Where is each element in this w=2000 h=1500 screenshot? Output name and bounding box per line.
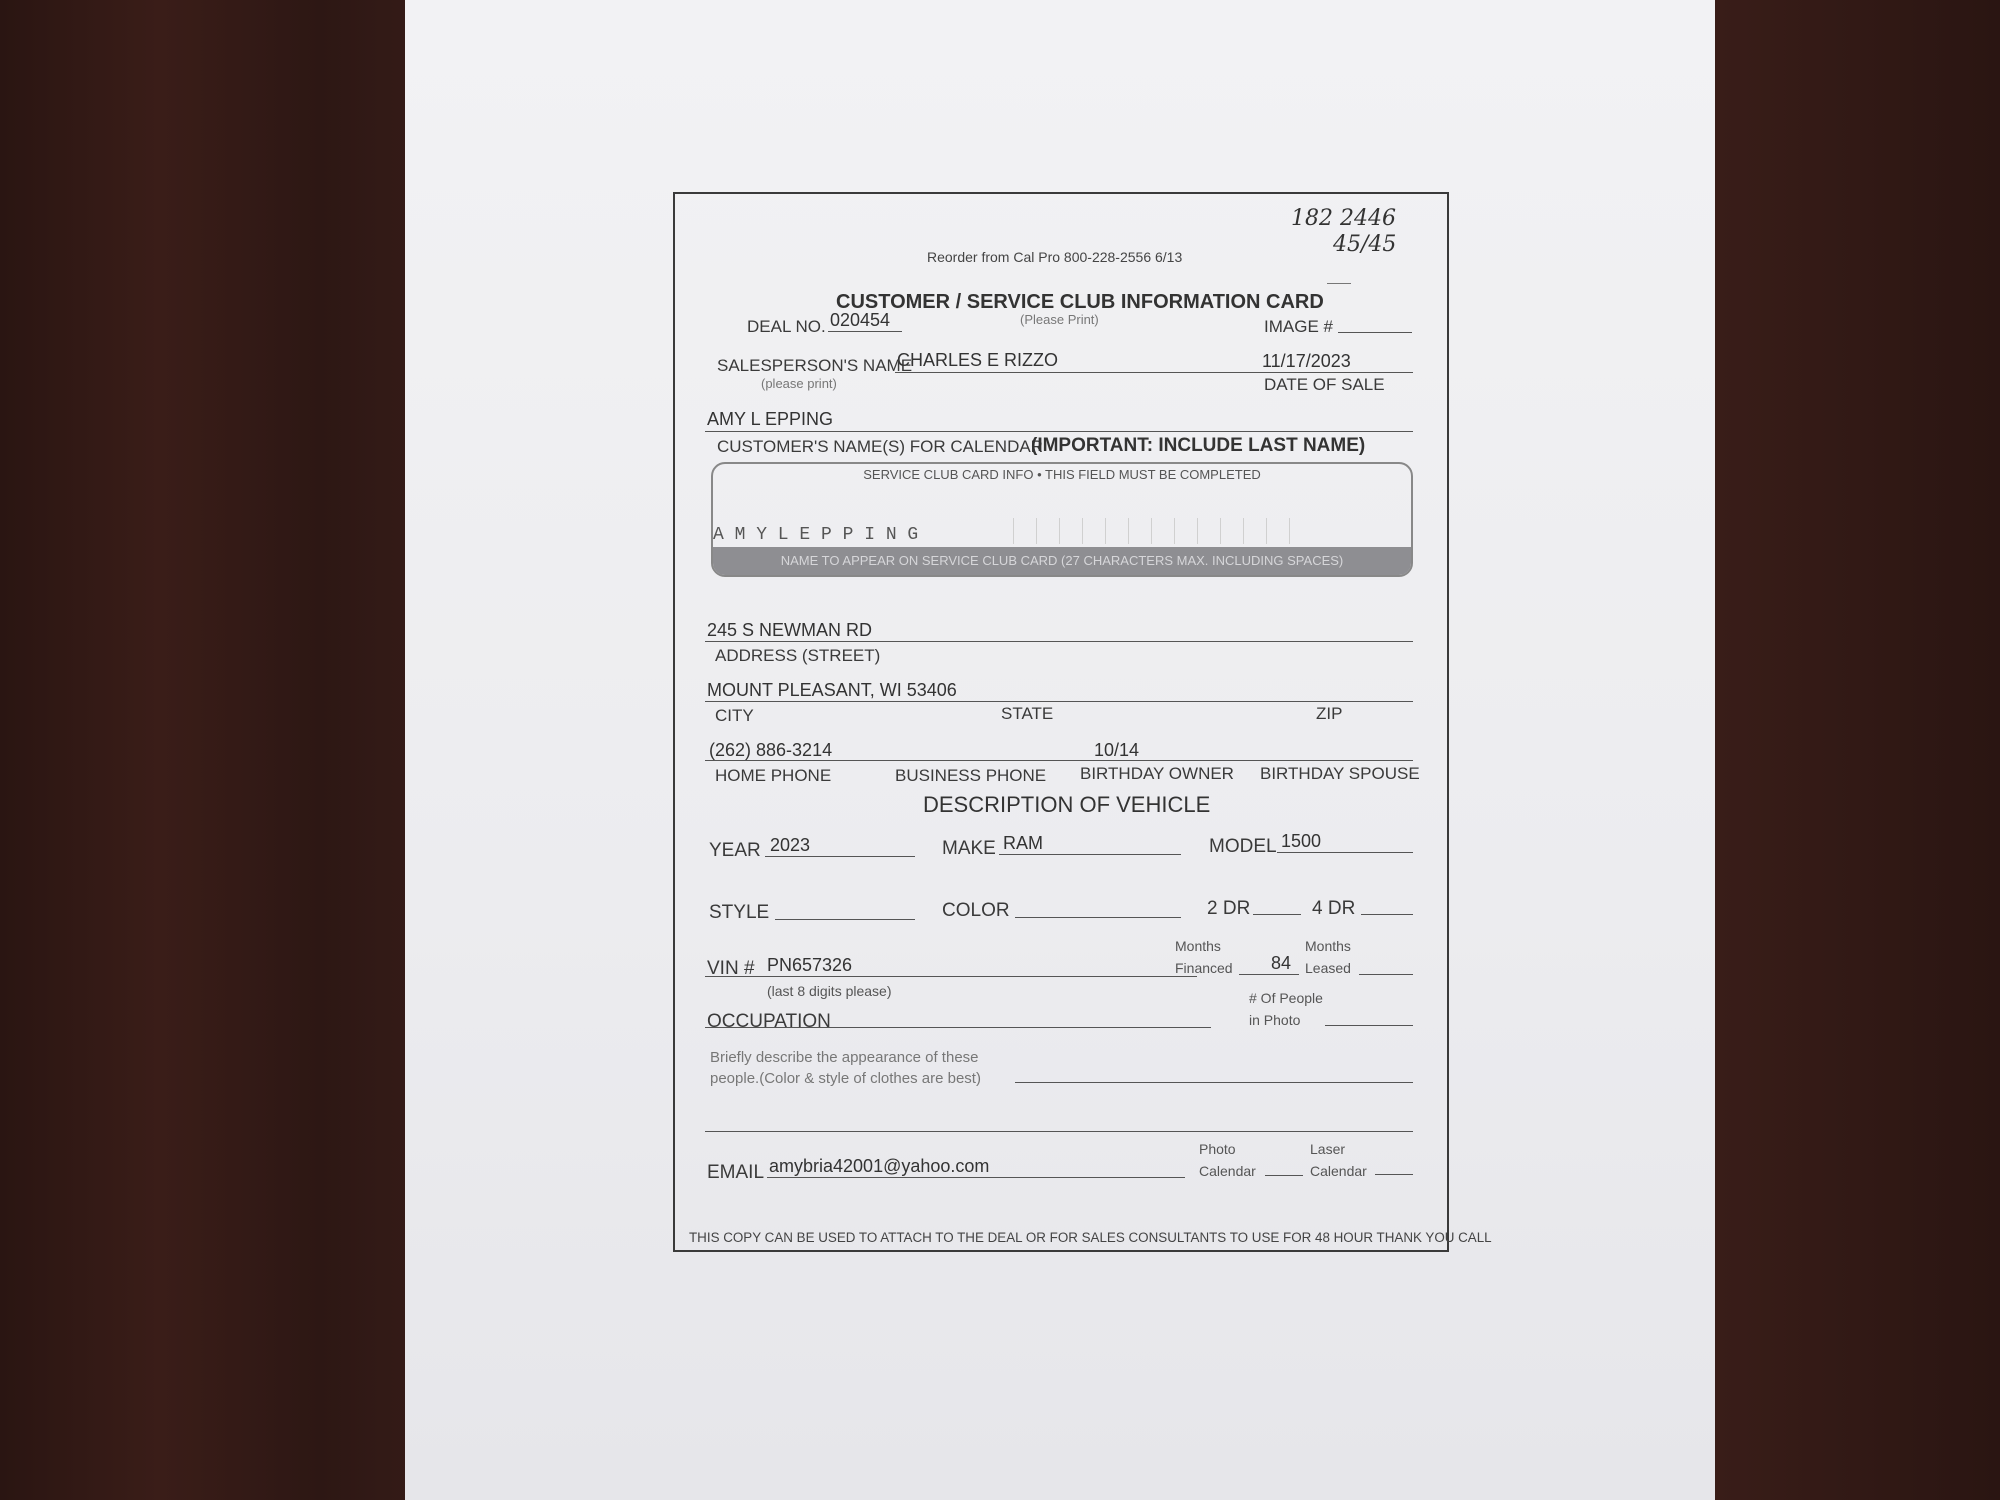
color-line[interactable] bbox=[1015, 917, 1181, 918]
two-door-label: 2 DR bbox=[1207, 898, 1251, 919]
make-label: MAKE bbox=[942, 838, 996, 859]
city-state-zip-value[interactable]: MOUNT PLEASANT, WI 53406 bbox=[707, 680, 957, 700]
months-leased-label-1: Months bbox=[1305, 938, 1351, 954]
city-label: CITY bbox=[715, 706, 754, 725]
service-club-footer: NAME TO APPEAR ON SERVICE CLUB CARD (27 CHARACTERS MAX. INCLUDING SPACES) bbox=[780, 553, 1344, 568]
service-club-box bbox=[711, 462, 1413, 577]
character-cells bbox=[1013, 518, 1312, 544]
four-door-label: 4 DR bbox=[1312, 898, 1356, 919]
months-financed-value[interactable]: 84 bbox=[1271, 953, 1292, 973]
birthday-owner-label: BIRTHDAY OWNER bbox=[1080, 764, 1234, 783]
please-print-sub: (please print) bbox=[761, 376, 837, 391]
months-leased-label-2: Leased bbox=[1305, 960, 1351, 976]
months-financed-line bbox=[1239, 974, 1299, 975]
people-label-1: # Of People bbox=[1249, 990, 1323, 1006]
email-label: EMAIL bbox=[707, 1162, 765, 1183]
months-financed-label-1: Months bbox=[1175, 938, 1221, 954]
image-number-line[interactable] bbox=[1338, 332, 1412, 333]
model-line bbox=[1277, 852, 1413, 853]
birthday-spouse-label: BIRTHDAY SPOUSE bbox=[1260, 764, 1420, 783]
image-number-label: IMAGE # bbox=[1264, 317, 1333, 336]
describe-line[interactable] bbox=[1015, 1082, 1413, 1083]
birthday-owner-value[interactable]: 10/14 bbox=[1094, 740, 1140, 760]
date-of-sale-value[interactable]: 11/17/2023 bbox=[1262, 351, 1351, 371]
zip-label: ZIP bbox=[1316, 704, 1343, 723]
year-line bbox=[765, 856, 915, 857]
home-phone-value[interactable]: (262) 886-3214 bbox=[709, 740, 833, 760]
make-value[interactable]: RAM bbox=[1003, 833, 1043, 853]
customer-name-value[interactable]: AMY L EPPING bbox=[707, 409, 834, 429]
model-value[interactable]: 1500 bbox=[1281, 831, 1322, 851]
customer-name-label: CUSTOMER'S NAME(S) FOR CALENDAR bbox=[717, 437, 1043, 456]
vin-note: (last 8 digits please) bbox=[767, 983, 892, 999]
people-line[interactable] bbox=[1325, 1025, 1413, 1026]
photo-calendar-label: Calendar bbox=[1199, 1163, 1256, 1179]
four-door-line[interactable] bbox=[1361, 914, 1413, 915]
year-label: YEAR bbox=[709, 840, 761, 861]
vehicle-section-title: DESCRIPTION OF VEHICLE bbox=[923, 792, 1211, 817]
customer-name-line bbox=[705, 431, 1413, 432]
months-leased-line[interactable] bbox=[1359, 974, 1413, 975]
date-of-sale-label: DATE OF SALE bbox=[1264, 375, 1385, 394]
important-note: (IMPORTANT: INCLUDE LAST NAME) bbox=[1031, 435, 1366, 456]
salesperson-value[interactable]: CHARLES E RIZZO bbox=[897, 350, 1059, 370]
address-line bbox=[705, 641, 1413, 642]
laser-calendar-line[interactable] bbox=[1375, 1174, 1413, 1175]
laser-label: Laser bbox=[1310, 1141, 1346, 1157]
deal-number-label: DEAL NO. bbox=[747, 317, 826, 336]
vin-value[interactable]: PN657326 bbox=[767, 955, 853, 975]
deal-number-value[interactable]: 020454 bbox=[830, 310, 891, 330]
footer-note: THIS COPY CAN BE USED TO ATTACH TO THE DEAL OR FOR SALES CONSULTANTS TO USE FOR 48 HOUR THANK YOU CALL bbox=[689, 1230, 1492, 1245]
salesperson-line bbox=[895, 372, 1413, 373]
address-value[interactable]: 245 S NEWMAN RD bbox=[707, 620, 873, 640]
state-label: STATE bbox=[1001, 704, 1054, 723]
photo-label: Photo bbox=[1199, 1141, 1236, 1157]
color-label: COLOR bbox=[942, 900, 1010, 921]
describe-line-1: Briefly describe the appearance of these bbox=[710, 1049, 979, 1066]
year-value[interactable]: 2023 bbox=[770, 835, 811, 855]
address-label: ADDRESS (STREET) bbox=[715, 646, 881, 665]
occupation-line[interactable] bbox=[705, 1027, 1211, 1028]
two-door-line[interactable] bbox=[1253, 914, 1301, 915]
deal-number-line bbox=[828, 331, 902, 332]
please-print-note: (Please Print) bbox=[1020, 312, 1099, 327]
model-label: MODEL bbox=[1209, 836, 1277, 857]
describe-extra-line[interactable] bbox=[705, 1131, 1413, 1132]
style-line[interactable] bbox=[775, 919, 915, 920]
email-value[interactable]: amybria42001@yahoo.com bbox=[769, 1156, 990, 1176]
people-label-2: in Photo bbox=[1249, 1012, 1301, 1028]
handwritten-dash bbox=[1327, 283, 1351, 284]
style-label: STYLE bbox=[709, 902, 770, 923]
vin-label: VIN # bbox=[707, 958, 755, 979]
occupation-label: OCCUPATION bbox=[707, 1011, 831, 1032]
information-card bbox=[673, 192, 1492, 1252]
city-line bbox=[705, 701, 1413, 702]
service-club-header: SERVICE CLUB CARD INFO • THIS FIELD MUST BE COMPLETED bbox=[863, 467, 1261, 482]
reorder-note: Reorder from Cal Pro 800-228-2556 6/13 bbox=[927, 249, 1183, 265]
make-line bbox=[999, 854, 1181, 855]
service-club-band bbox=[713, 547, 1411, 575]
vin-line bbox=[705, 976, 1197, 977]
laser-calendar-label: Calendar bbox=[1310, 1163, 1367, 1179]
phones-line bbox=[705, 760, 1413, 761]
handwritten-note-1: 182 2446 bbox=[1291, 206, 1396, 231]
email-line bbox=[767, 1177, 1185, 1178]
photo-calendar-line[interactable] bbox=[1265, 1175, 1303, 1176]
service-club-name[interactable]: A M Y L E P P I N G bbox=[713, 525, 919, 545]
home-phone-label: HOME PHONE bbox=[715, 766, 832, 785]
salesperson-label: SALESPERSON'S NAME bbox=[717, 356, 913, 375]
months-financed-label-2: Financed bbox=[1175, 960, 1233, 976]
describe-line-2: people.(Color & style of clothes are best) bbox=[710, 1070, 981, 1087]
handwritten-note-2: 45/45 bbox=[1333, 232, 1397, 257]
business-phone-label: BUSINESS PHONE bbox=[895, 766, 1047, 785]
card-title: CUSTOMER / SERVICE CLUB INFORMATION CARD bbox=[836, 291, 1324, 313]
